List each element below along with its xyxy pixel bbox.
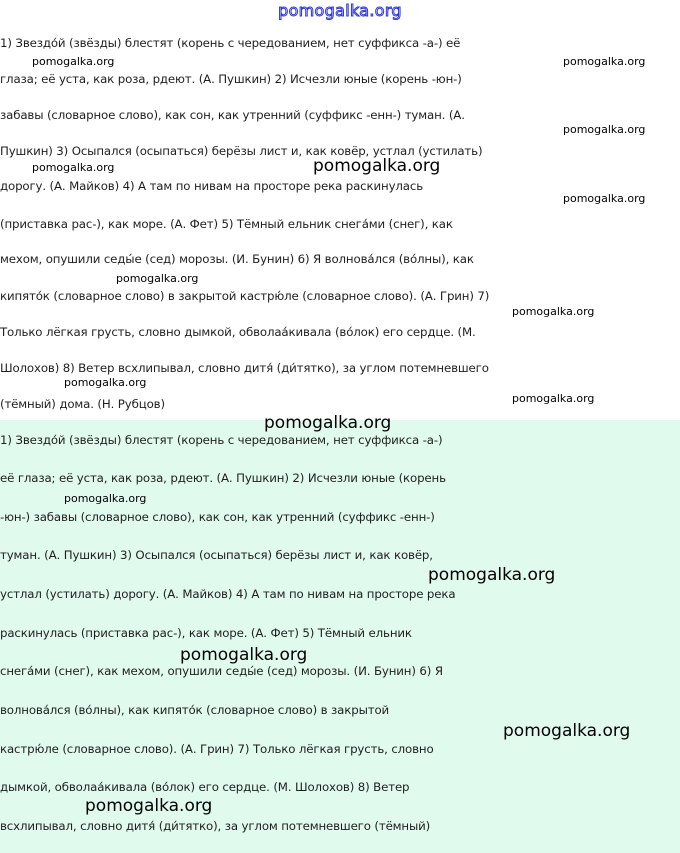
bottom-line: устлал (устилать) дорогу. (А. Майков) 4) А там по нивам на просторе река — [0, 587, 456, 601]
bottom-text-section — [0, 420, 680, 853]
bottom-line: дымкой, обволаа́кивала (во́лок) его сердце. (М. Шолохов) 8) Ветер — [0, 780, 410, 794]
watermark: pomogalka.org — [32, 161, 115, 174]
bottom-line: кастрю́ле (словарное слово). (А. Грин) 7) Только лёгкая грусть, словно — [0, 742, 434, 756]
watermark: pomogalka.org — [563, 123, 646, 136]
top-line: (тёмный) дома. (Н. Рубцов) — [0, 397, 165, 411]
bottom-line: снега́ми (снег), как мехом, опушили седы́е (сед) морозы. (И. Бунин) 6) Я — [0, 664, 443, 678]
top-line: кипято́к (словарное слово) в закрытой кастрю́ле (словарное слово). (А. Грин) 7) — [0, 289, 490, 303]
top-line: Только лёгкая грусть, словно дымкой, обволаа́кивала (во́лок) его сердце. (М. — [0, 325, 476, 339]
bottom-line: раскинулась (приставка рас-), как море. (А. Фет) 5) Тёмный ельник — [0, 626, 412, 640]
bottom-line: волнова́лся (во́лны), как кипято́к (словарное слово) в закрытой — [0, 703, 390, 717]
watermark: pomogalka.org — [512, 305, 595, 318]
site-logo: pomogalka.org — [278, 1, 402, 20]
top-line: Шолохов) 8) Ветер всхлипывал, словно дитя́ (ди́тятко), за углом потемневшего — [0, 361, 489, 375]
watermark: pomogalka.org — [512, 392, 595, 405]
top-line: (приставка рас-), как море. (А. Фет) 5) Тёмный ельник снега́ми (снег), как — [0, 217, 453, 231]
watermark: pomogalka.org — [264, 413, 392, 433]
top-line: Пушкин) 3) Осыпался (осыпаться) берёзы лист и, как ковёр, устлал (устилать) — [0, 144, 483, 158]
top-line: 1) Звездо́й (звёзды) блестят (корень с чередованием, нет суффикса -а-) её — [0, 36, 461, 50]
watermark: pomogalka.org — [116, 272, 199, 285]
bottom-line: всхлипывал, словно дитя́ (ди́тятко), за углом потемневшего (тёмный) — [0, 819, 431, 833]
watermark: pomogalka.org — [180, 645, 308, 665]
watermark: pomogalka.org — [32, 55, 115, 68]
top-line: мехом, опушили седы́е (сед) морозы. (И. Бунин) 6) Я волнова́лся (во́лны), как — [0, 252, 474, 266]
bottom-line: туман. (А. Пушкин) 3) Осыпался (осыпаться) берёзы лист и, как ковёр, — [0, 548, 433, 562]
watermark: pomogalka.org — [503, 721, 631, 741]
watermark: pomogalka.org — [563, 192, 646, 205]
top-line: забавы (словарное слово), как сон, как утренний (суффикс -енн-) туман. (А. — [0, 108, 465, 122]
bottom-line: 1) Звездо́й (звёзды) блестят (корень с чередованием, нет суффикса -а-) — [0, 433, 443, 447]
watermark: pomogalka.org — [563, 55, 646, 68]
bottom-line: её глаза; её уста, как роза, рдеют. (А. Пушкин) 2) Исчезли юные (корень — [0, 471, 446, 485]
watermark: pomogalka.org — [85, 796, 213, 816]
top-line: дорогу. (А. Майков) 4) А там по нивам на просторе река раскинулась — [0, 179, 424, 193]
watermark: pomogalka.org — [64, 376, 147, 389]
bottom-line: -юн-) забавы (словарное слово), как сон, как утренний (суффикс -енн-) — [0, 510, 435, 524]
watermark: pomogalka.org — [64, 492, 147, 505]
watermark: pomogalka.org — [428, 565, 556, 585]
top-line: глаза; её уста, как роза, рдеют. (А. Пушкин) 2) Исчезли юные (корень -юн-) — [0, 72, 462, 86]
watermark: pomogalka.org — [313, 156, 441, 176]
